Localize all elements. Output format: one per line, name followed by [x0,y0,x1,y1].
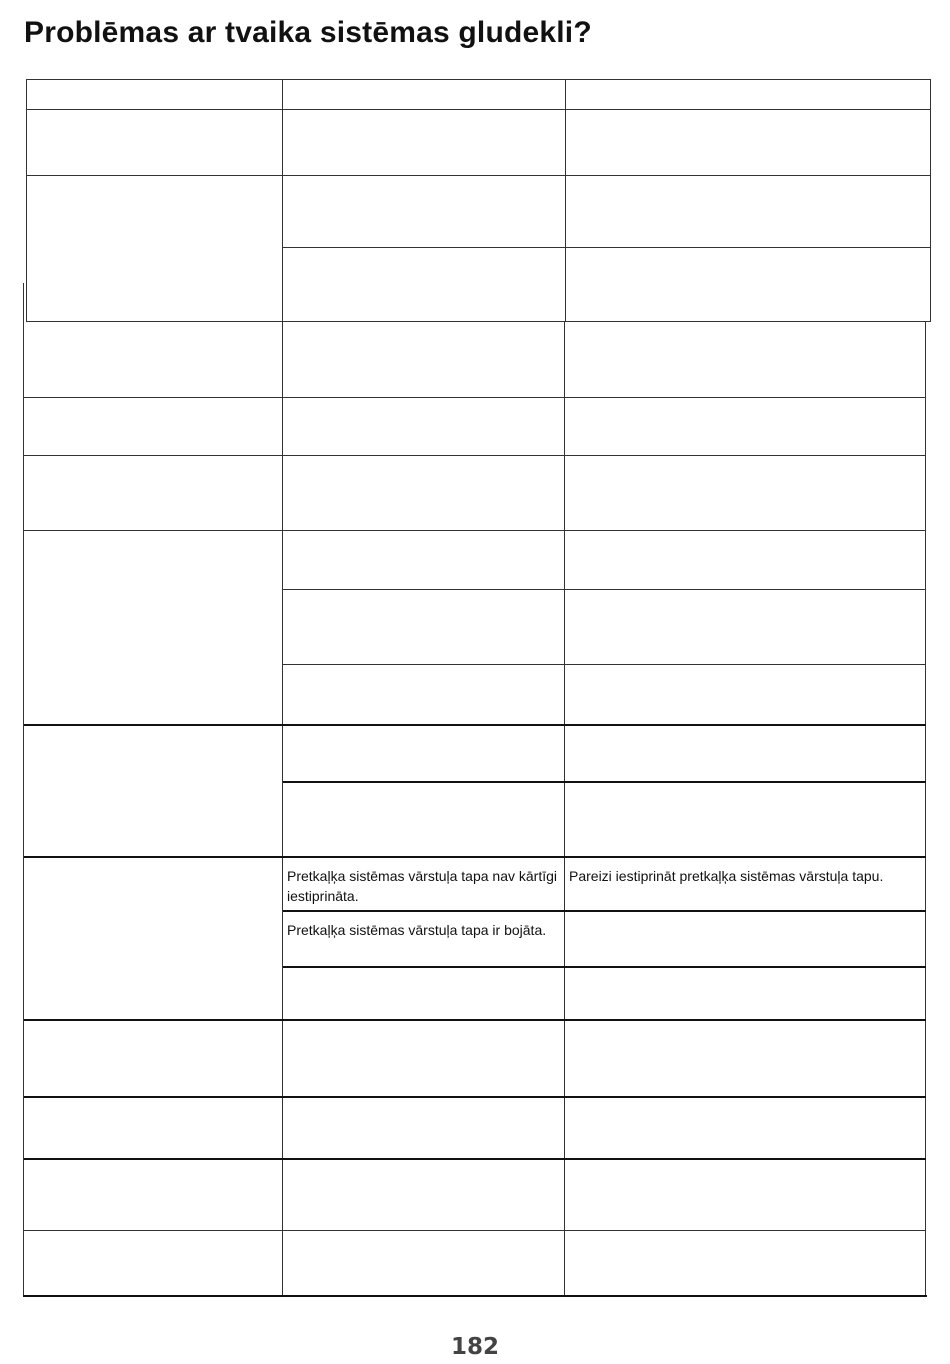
table-rule [24,724,926,726]
table-rule [24,530,926,531]
table-rule [283,247,931,248]
table-rule [283,966,926,968]
table-rule [23,1295,927,1297]
table-cell-cause: Pretkaļķa sistēmas vārstuļa tapa ir bojāta. [287,922,547,938]
table-rule [925,321,926,1297]
table-cell-cause: Pretkaļķa sistēmas vārstuļa tapa nav kārtīgi iestiprināta. [287,868,557,904]
page-number: 182 [450,1334,499,1360]
table-rule [283,664,926,665]
table-rule [24,1096,926,1098]
table-rule [26,79,27,322]
table-rule [283,589,926,590]
table-rule [24,1158,926,1160]
table-rule [23,283,24,1297]
table-rule [24,1230,926,1231]
table-rule [26,321,931,322]
table-cell-solution: Pareizi iestiprināt pretkaļķa sistēmas vārstuļa tapu. [569,868,884,884]
table-rule [24,856,926,858]
table-rule [26,109,931,110]
table-rule [283,781,926,783]
table-rule [930,79,931,322]
table-rule [565,79,566,322]
table-rule [26,175,931,176]
table-rule [26,79,931,80]
table-rule [24,1019,926,1021]
table-rule [24,455,926,456]
table-rule [283,910,926,912]
table-cell-solution [569,920,919,962]
page-title: Problēmas ar tvaika sistēmas gludekli? [24,16,592,49]
table-rule [564,321,565,1297]
table-rule [282,79,283,1297]
table-rule [24,397,926,398]
